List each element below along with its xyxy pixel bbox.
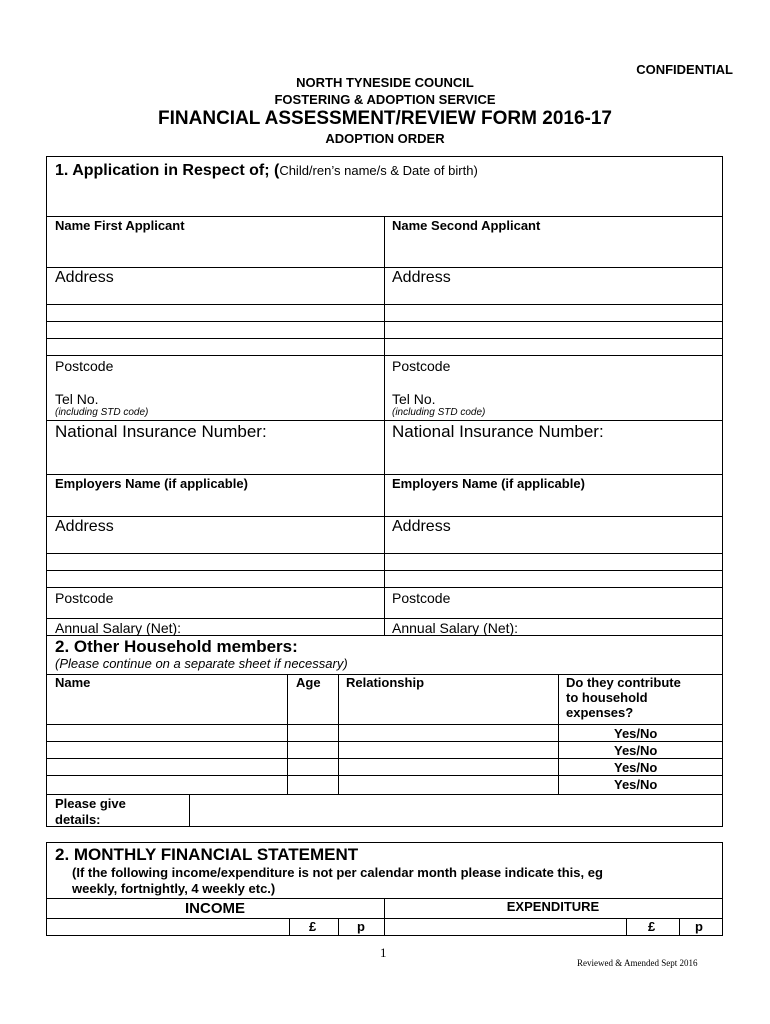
first-applicant-label: Name First Applicant <box>55 218 185 233</box>
section-3-note-2: weekly, fortnightly, 4 weekly etc.) <box>72 881 276 896</box>
income-pence-column: p <box>357 919 365 934</box>
service-name: FOSTERING & ADOPTION SERVICE <box>274 92 496 107</box>
column-contribute: Do they contribute to household expenses? <box>566 675 681 720</box>
second-salary-label: Annual Salary (Net): <box>392 620 519 636</box>
section-1-heading: 1. Application in Respect of; (Child/ren’s name/s & Date of birth) <box>55 162 478 179</box>
first-salary-label: Annual Salary (Net): <box>55 620 182 636</box>
expenditure-pound-column: £ <box>648 919 656 934</box>
first-employer-address-label: Address <box>55 518 114 535</box>
yes-no-row-2: Yes/No <box>614 743 658 758</box>
yes-no-row-3: Yes/No <box>614 760 658 775</box>
council-name: NORTH TYNESIDE COUNCIL <box>296 75 474 90</box>
second-employer-label: Employers Name (if applicable) <box>392 476 585 491</box>
expenditure-header: EXPENDITURE <box>506 899 600 914</box>
yes-no-row-4: Yes/No <box>614 777 658 792</box>
details-label: Please give details: <box>55 796 126 827</box>
form-subtitle: ADOPTION ORDER <box>325 131 445 146</box>
yes-no-row-1: Yes/No <box>614 726 658 741</box>
first-postcode-label: Postcode <box>55 358 114 374</box>
confidential-label: CONFIDENTIAL <box>636 62 733 77</box>
column-age: Age <box>296 675 321 690</box>
income-header: INCOME <box>185 900 245 917</box>
first-ni-label: National Insurance Number: <box>55 422 267 441</box>
first-address-label: Address <box>55 269 114 286</box>
second-employer-address-label: Address <box>392 518 451 535</box>
second-tel-label: Tel No. <box>392 391 436 407</box>
column-name: Name <box>55 675 91 690</box>
revision-note: Reviewed & Amended Sept 2016 <box>577 958 698 968</box>
expenditure-pence-column: p <box>695 919 703 934</box>
second-tel-note: (including STD code) <box>392 407 486 418</box>
second-address-label: Address <box>392 269 451 286</box>
second-ni-label: National Insurance Number: <box>392 422 604 441</box>
first-tel-label: Tel No. <box>55 391 99 407</box>
first-employer-label: Employers Name (if applicable) <box>55 476 248 491</box>
section-2-heading: 2. Other Household members: <box>55 637 298 656</box>
section-2-note: (Please continue on a separate sheet if necessary) <box>55 656 348 671</box>
second-postcode-label: Postcode <box>392 358 451 374</box>
column-relationship: Relationship <box>346 675 425 690</box>
income-pound-column: £ <box>309 919 317 934</box>
section-3-heading: 2. MONTHLY FINANCIAL STATEMENT <box>55 845 359 864</box>
form-title: FINANCIAL ASSESSMENT/REVIEW FORM 2016-17 <box>158 108 612 129</box>
second-applicant-label: Name Second Applicant <box>392 218 541 233</box>
second-employer-postcode-label: Postcode <box>392 590 451 606</box>
page-number: 1 <box>380 945 387 960</box>
section-3-note-1: (If the following income/expenditure is not per calendar month please indicate this, eg <box>72 865 603 880</box>
first-employer-postcode-label: Postcode <box>55 590 114 606</box>
first-tel-note: (including STD code) <box>55 407 149 418</box>
